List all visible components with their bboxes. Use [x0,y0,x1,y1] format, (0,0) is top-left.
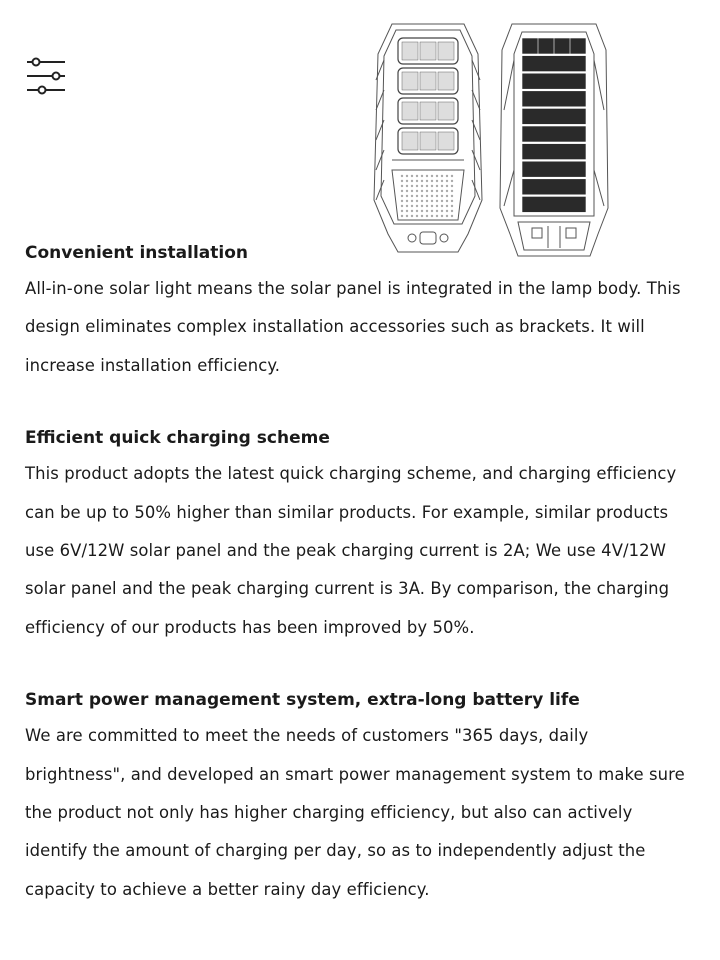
section-title: Convenient installation [25,243,248,263]
content [25,240,705,949]
body-line: solar panel and the peak charging current is 3A. By comparison, the charging [25,579,670,599]
section-title: Efficient quick charging scheme [25,428,330,449]
body-line: the product not only has higher charging efficiency, but also can actively [25,803,633,823]
body-line: We are committed to meet the needs of customers "365 days, daily [25,726,589,746]
body-line: increase installation efficiency. [25,355,281,375]
body-line: This product adopts the latest quick charging scheme, and charging efficiency [25,464,677,484]
body-line: use 6V/12W solar panel and the peak charging current is 2A; We use 4V/12W [25,541,667,561]
section-body [25,270,705,385]
section-title: Smart power management system, extra-long battery life [25,690,580,711]
body-line: can be up to 50% higher than similar products. For example, similar products [25,502,669,522]
body-line: brightness", and developed an smart power management system to make sure [25,764,685,784]
section-body [25,455,705,647]
sliders-icon[interactable] [26,56,66,96]
body-line: efficiency of our products has been improved by 50%. [25,617,475,637]
section-charging [25,425,705,647]
section-installation [25,240,705,385]
body-line: identify the amount of charging per day, so as to independently adjust the [25,841,646,861]
solar-lamp-back-image [498,20,610,260]
section-body [25,717,705,909]
body-line: All-in-one solar light means the solar panel is integrated in the lamp body. This [25,279,681,298]
solar-lamp-front-image [372,20,484,260]
body-line: capacity to achieve a better rainy day efficiency. [25,879,430,899]
section-power-management [25,687,705,909]
body-line: design eliminates complex installation accessories such as brackets. It will [25,317,645,337]
